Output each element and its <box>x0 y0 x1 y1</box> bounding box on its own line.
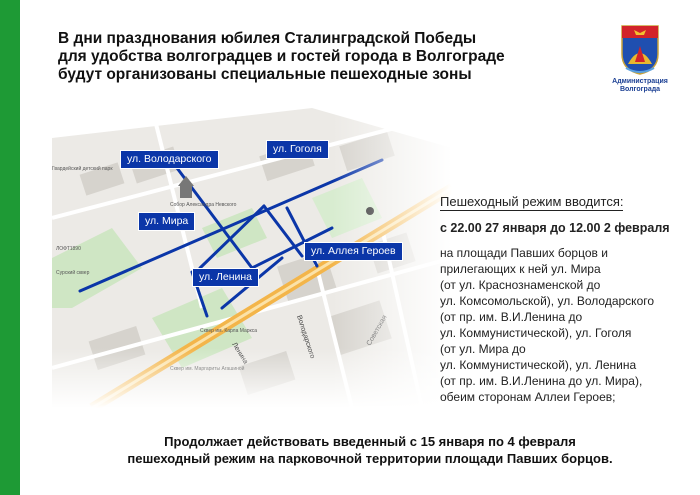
coat-of-arms-icon <box>620 24 660 76</box>
info-dates: с 22.00 27 января до 12.00 2 февраля <box>440 221 670 235</box>
city-emblem <box>604 24 676 94</box>
info-body-line: ул. Коммунистической), ул. Ленина <box>440 358 637 372</box>
street-label-alleya-geroev: ул. Аллея Героев <box>304 242 403 261</box>
info-panel <box>440 194 680 405</box>
footer-line-2: пешеходный режим на парковочной территории площади Павших борцов. <box>127 451 613 466</box>
street-label-lenina: ул. Ленина <box>192 268 259 287</box>
info-body-line: обеим сторонам Аллеи Героев; <box>440 390 616 404</box>
left-green-bar <box>0 0 20 495</box>
emblem-caption <box>604 78 676 94</box>
info-body-line: (от ул. Краснознаменской до <box>440 278 601 292</box>
footer-line-1: Продолжает действовать введенный с 15 января по 4 февраля <box>164 434 576 449</box>
street-label-volodarskogo: ул. Володарского <box>120 150 219 169</box>
street-label-gogolya: ул. Гоголя <box>266 140 329 159</box>
headline-line-2: для удобства волгоградцев и гостей города в Волгограде <box>58 48 505 65</box>
headline-line-3: будут организованы специальные пешеходные зоны <box>58 66 472 83</box>
street-label-mira: ул. Мира <box>138 212 195 231</box>
info-body-line: (от ул. Мира до <box>440 342 526 356</box>
info-body-line: ул. Коммунистической), ул. Гоголя <box>440 326 632 340</box>
info-body-line: (от пр. им. В.И.Ленина до <box>440 310 583 324</box>
emblem-caption-line-2: Волгограда <box>619 86 661 93</box>
info-body-line: (от пр. им. В.И.Ленина до ул. Мира), <box>440 374 643 388</box>
pedestrian-zones-map <box>52 108 452 408</box>
headline <box>58 30 558 84</box>
info-body <box>440 245 680 405</box>
footer-note <box>60 433 680 467</box>
headline-line-1: В дни празднования юбилея Сталинградской Победы <box>58 30 477 47</box>
info-title: Пешеходный режим вводится: <box>440 194 624 209</box>
info-body-line: ул. Комсомольской), ул. Володарского <box>440 294 655 308</box>
emblem-caption-line-1: Администрация <box>612 78 668 85</box>
info-body-line: прилегающих к ней ул. Мира <box>440 262 601 276</box>
info-body-line: на площади Павших борцов и <box>440 246 608 260</box>
